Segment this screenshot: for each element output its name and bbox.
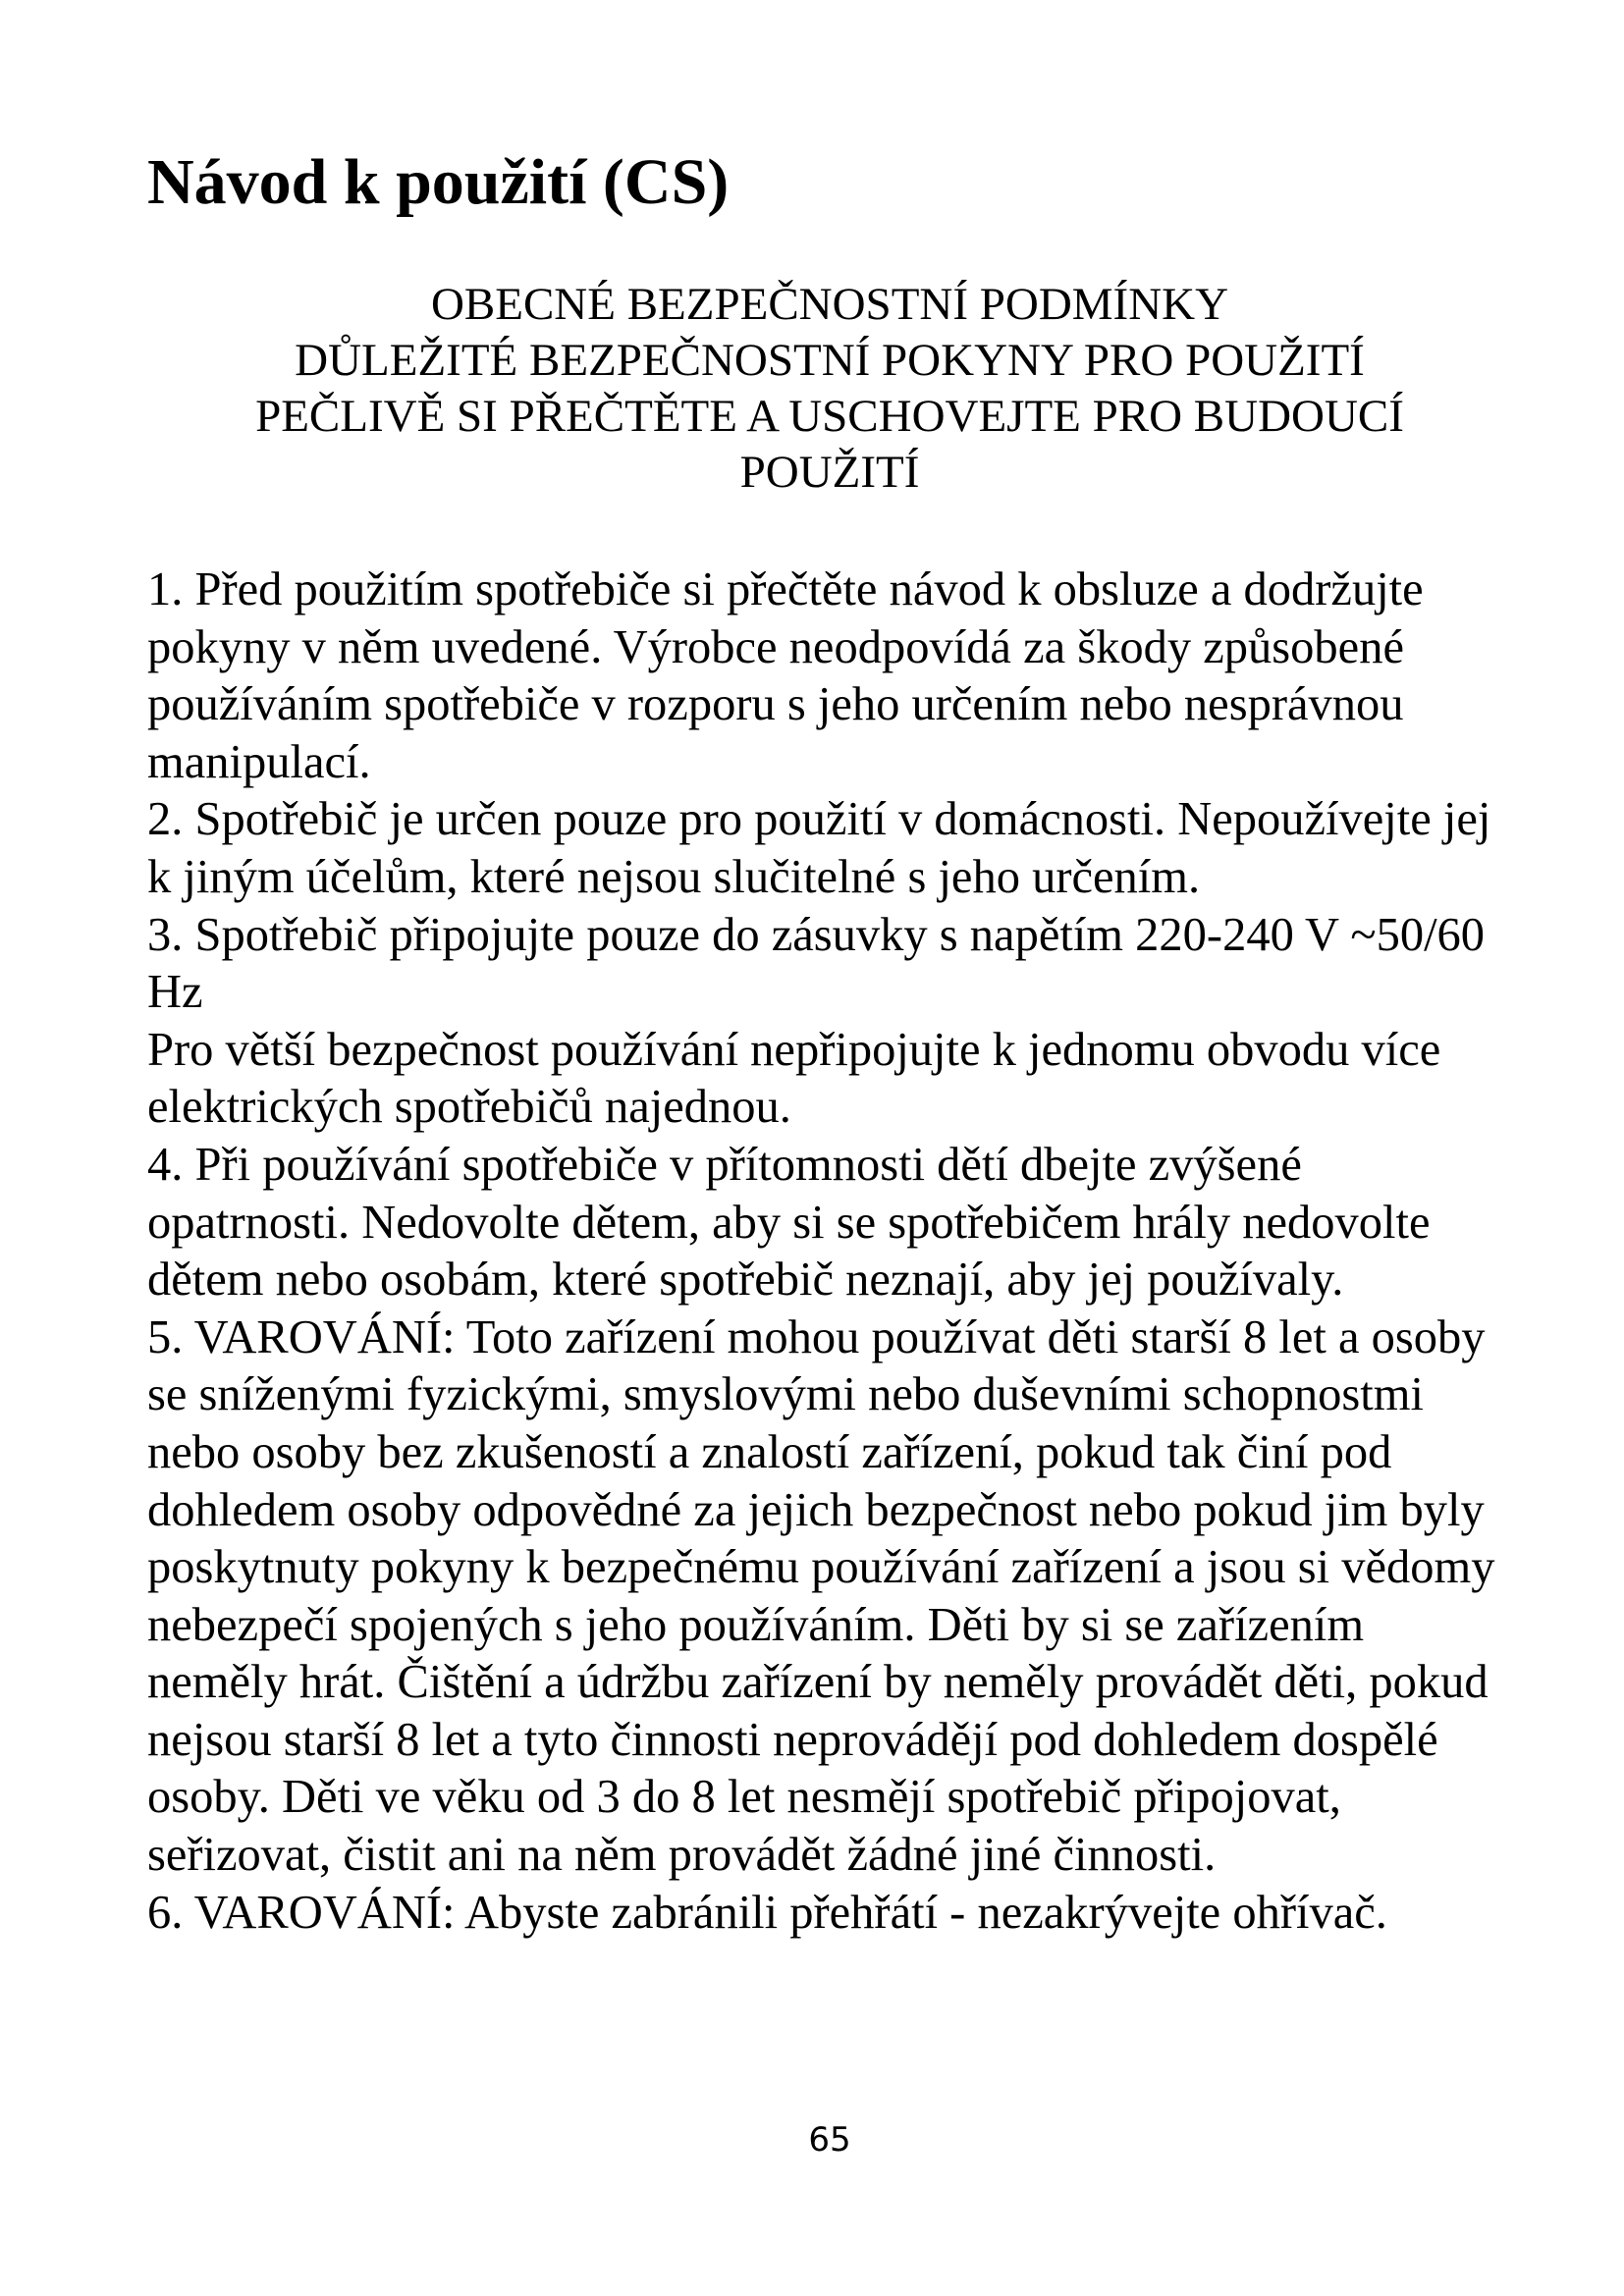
safety-instructions xyxy=(147,561,1512,1942)
page-title: Návod k použití (CS) xyxy=(147,146,730,218)
instruction-paragraph: Pro větší bezpečnost používání nepřipojujte k jednomu obvodu více elektrických spotřebičů najednou. xyxy=(147,1023,1441,1134)
instruction-paragraph: 3. Spotřebič připojujte pouze do zásuvky s napětím 220-240 V ~50/60 Hz xyxy=(147,908,1486,1019)
safety-notice-header xyxy=(147,277,1512,501)
instruction-paragraph: 2. Spotřebič je určen pouze pro použití v domácnosti. Nepoužívejte jej k jiným účelům, které nejsou slučitelné s jeho určením. xyxy=(147,793,1491,903)
instruction-paragraph: 4. Při používání spotřebiče v přítomnosti dětí dbejte zvýšené opatrnosti. Nedovolte dětem, aby si se spotřebičem hrály nedovolte dětem nebo osobám, které spotřebič neznají, aby jej používaly. xyxy=(147,1138,1431,1307)
page-number: 65 xyxy=(808,2120,851,2160)
notice-line: POUŽITÍ xyxy=(739,447,920,498)
manual-page xyxy=(147,0,1512,2296)
instruction-paragraph: 5. VAROVÁNÍ: Toto zařízení mohou používat děti starší 8 let a osoby se sníženými fyzickými, smyslovými nebo duševními schopnostmi nebo osoby bez zkušeností a znalostí zařízení, pokud tak činí pod dohledem osoby odpovědné za jejich bezpečnost nebo pokud jim byly poskytnuty pokyny k bezpečnému používání zařízení a jsou si vědomy nebezpečí spojených s jeho používáním. Děti by si se zařízením neměly hrát. Čištění a údržbu zařízení by neměly provádět děti, pokud nejsou starší 8 let a tyto činnosti neprovádějí pod dohledem dospělé osoby. Děti ve věku od 3 do 8 let nesmějí spotřebič připojovat, seřizovat, čistit ani na něm provádět žádné jiné činnosti. xyxy=(147,1310,1495,1882)
notice-line: PEČLIVĚ SI PŘEČTĚTE A USCHOVEJTE PRO BUDOUCÍ xyxy=(255,391,1404,442)
notice-line: OBECNÉ BEZPEČNOSTNÍ PODMÍNKY xyxy=(430,279,1229,330)
instruction-paragraph: 1. Před použitím spotřebiče si přečtěte návod k obsluze a dodržujte pokyny v něm uvedené. Výrobce neodpovídá za škody způsobené používáním spotřebiče v rozporu s jeho určením nebo nesprávnou manipulací. xyxy=(147,563,1424,788)
instruction-paragraph: 6. VAROVÁNÍ: Abyste zabránili přehřátí - nezakrývejte ohřívač. xyxy=(147,1886,1387,1939)
notice-line: DŮLEŽITÉ BEZPEČNOSTNÍ POKYNY PRO POUŽITÍ xyxy=(295,335,1365,386)
